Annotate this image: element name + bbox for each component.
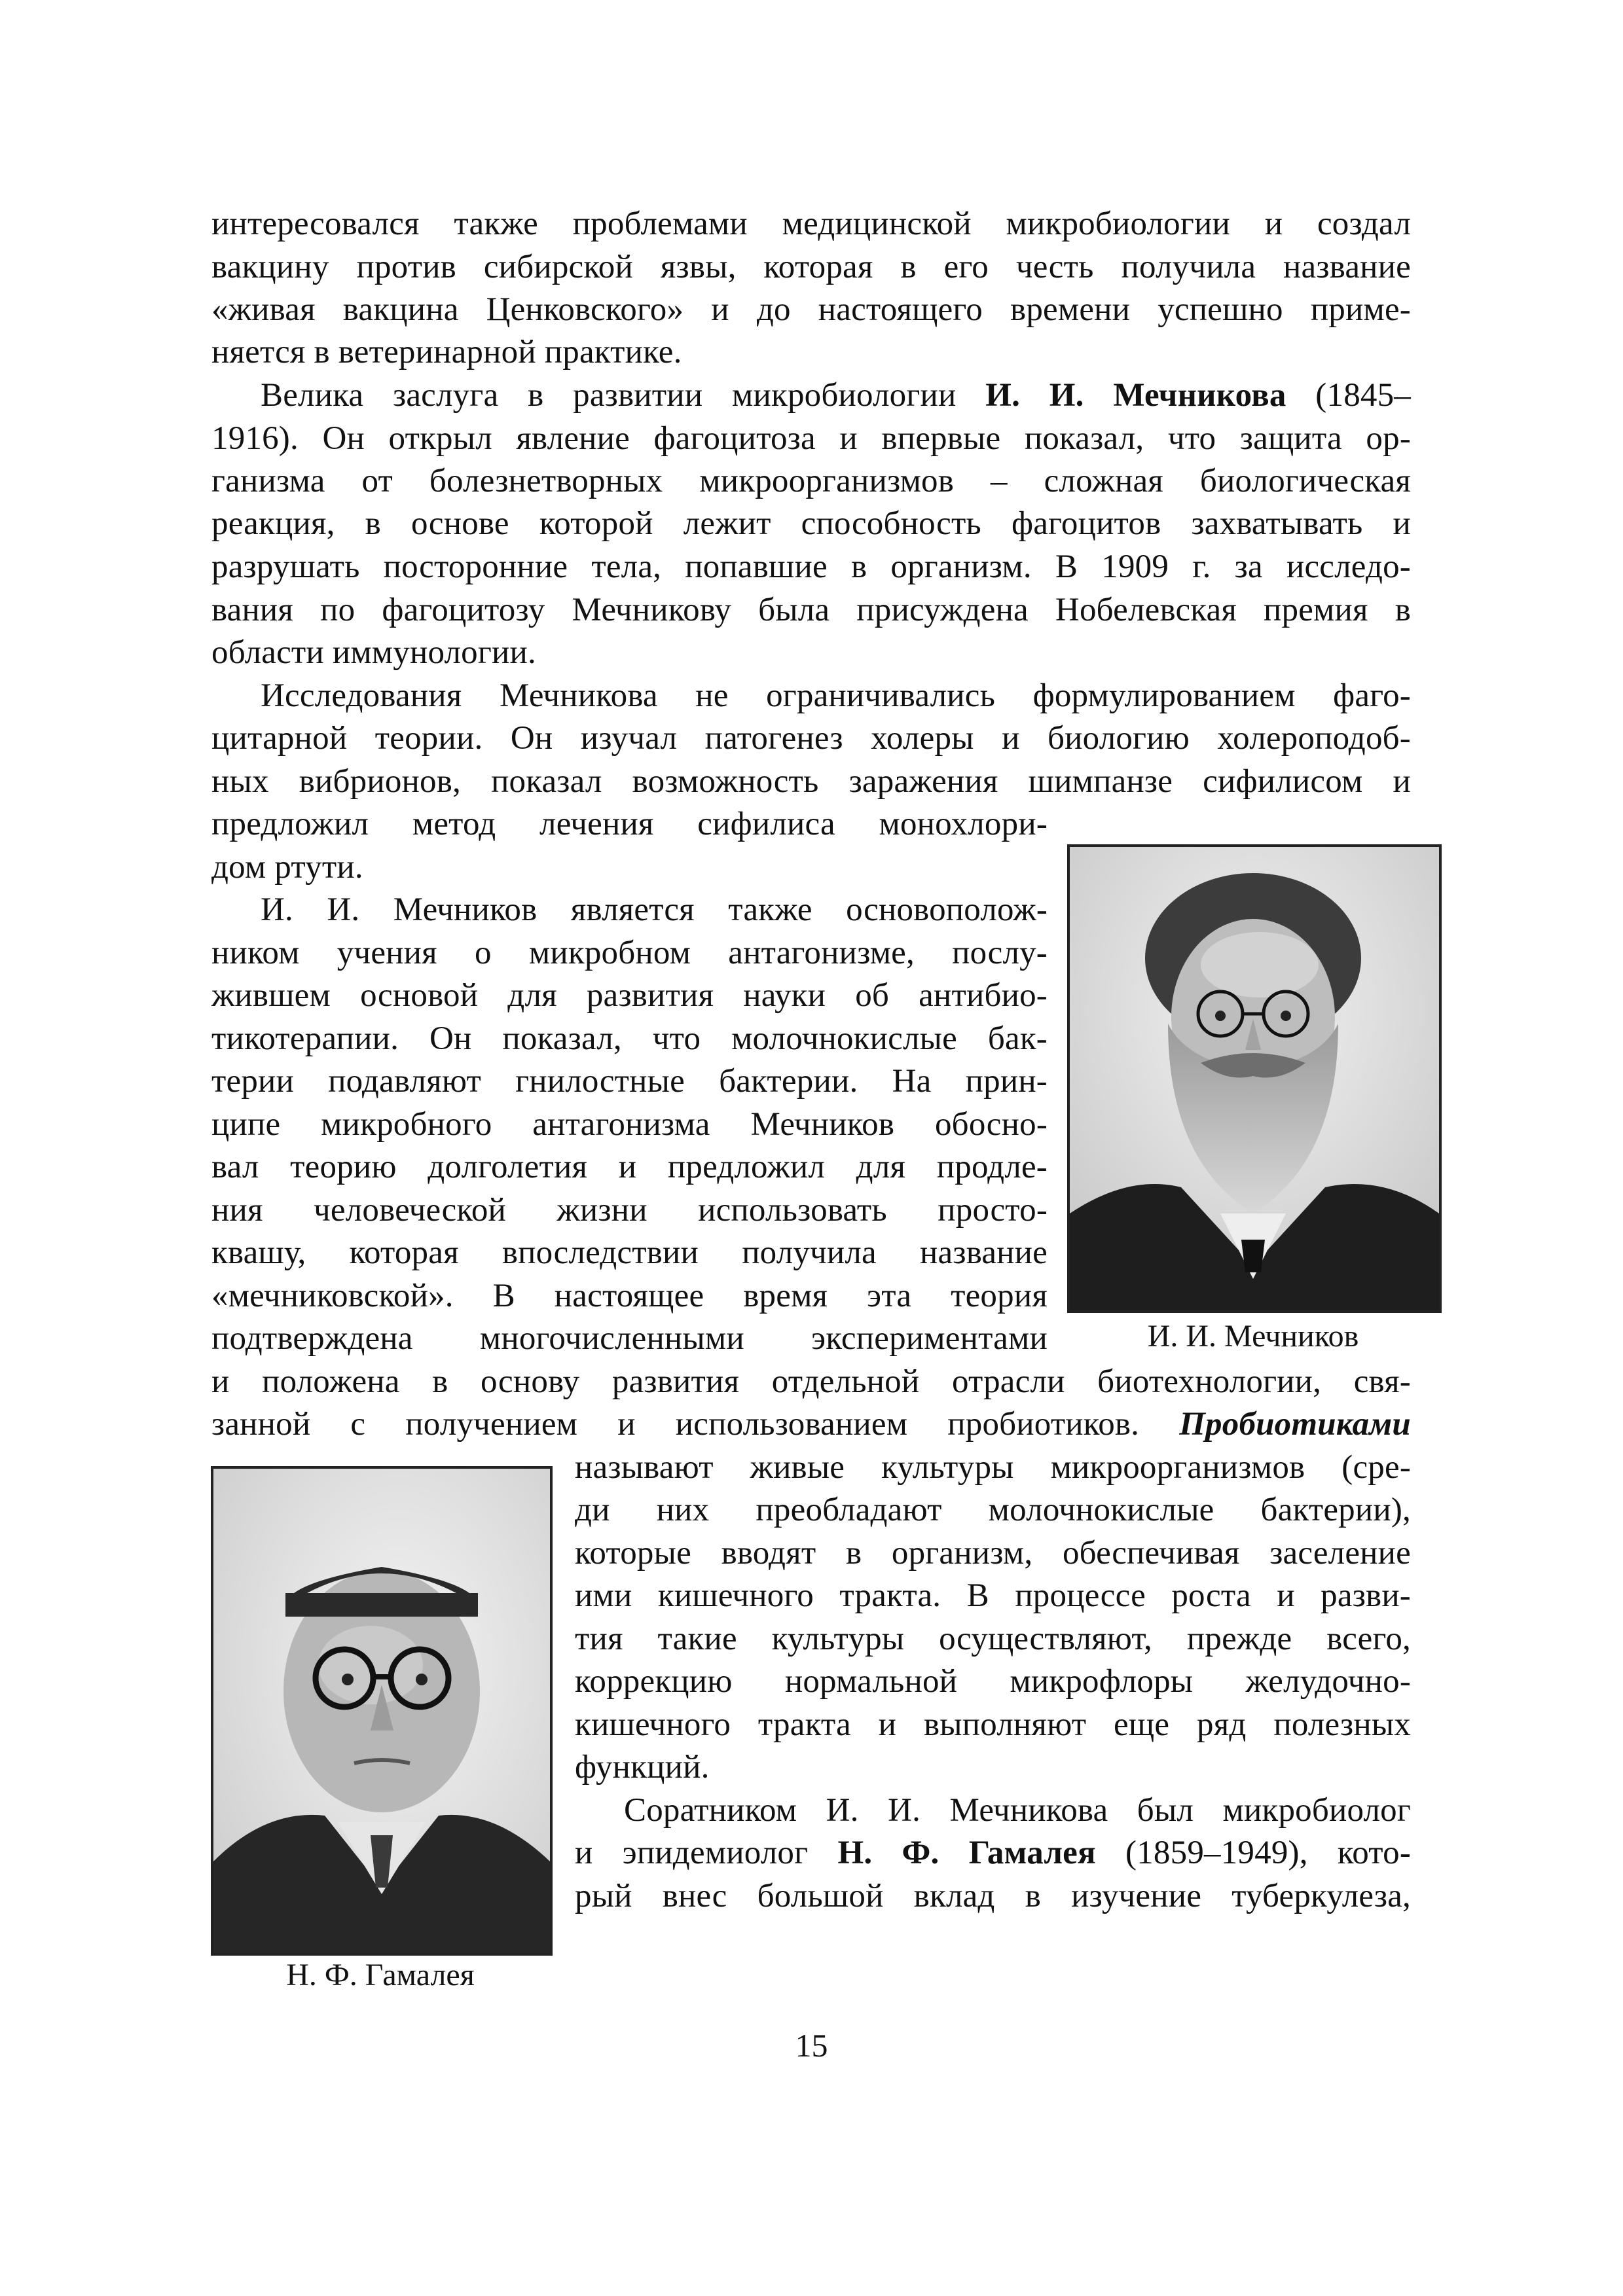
text-line: вал теорию долголетия и предложил для продле- [211,1149,1048,1185]
text-line: ганизма от болезнетворных микроорганизмов – сложная биологическая [211,463,1411,499]
text-line: цитарной теории. Он изучал патогенез холеры и биологию холероподоб- [211,720,1411,757]
page-number: 15 [795,2027,828,2064]
text-line [261,374,1411,416]
text-line: области иммунологии. [211,634,536,671]
text-run: (1845– [1286,377,1411,414]
text-run: Велика заслуга в развитии микробиологии [261,377,986,414]
text-line: функций. [575,1749,710,1785]
text-line: ния человеческой жизни использовать просто- [211,1192,1048,1229]
text-line: ником учения о микробном антагонизме, послу- [211,935,1048,971]
text-line: 1916). Он открыл явление фагоцитоза и впервые показал, что защита ор- [211,420,1411,457]
text-line: ципе микробного антагонизма Мечников обосно- [211,1106,1048,1143]
text-line: разрушать посторонние тела, попавшие в организм. В 1909 г. за исследо- [211,548,1411,585]
text-line: «мечниковской». В настоящее время эта теория [211,1278,1048,1314]
text-line: которые вводят в организм, обеспечивая заселение [575,1535,1411,1571]
text-line: тикотерапии. Он показал, что молочнокислые бак- [211,1020,1048,1057]
text-line: Соратником И. И. Мечникова был микробиолог [624,1792,1411,1829]
text-line: интересовался также проблемами медицинской микробиологии и создал [211,206,1411,242]
text-line [211,1403,1411,1445]
text-line: вания по фагоцитозу Мечникову была присуждена Нобелевская премия в [211,592,1411,628]
text-line: тия такие культуры осуществляют, прежде всего, [575,1621,1411,1657]
text-line: «живая вакцина Ценковского» и до настоящего времени успешно приме- [211,291,1411,328]
gamaleya-caption: Н. Ф. Гамалея [286,1958,475,1992]
text-line: подтверждена многочисленными экспериментами [211,1320,1048,1357]
term-emphasis: Пробиотиками [1179,1406,1411,1443]
text-line [575,1832,1411,1874]
text-line: дом ртути. [211,849,363,886]
person-name-bold: И. И. Мечникова [985,377,1286,414]
text-line: Исследования Мечникова не ограничивались формулированием фаго- [261,677,1411,714]
text-line: жившем основой для развития науки об антибио- [211,977,1048,1014]
text-line: ных вибрионов, показал возможность заражения шимпанзе сифилисом и [211,763,1411,800]
text-line: коррекцию нормальной микрофлоры желудочно- [575,1663,1411,1700]
text-line: рый внес большой вклад в изучение туберкулеза, [575,1878,1411,1914]
text-line: называют живые культуры микроорганизмов (сре- [575,1449,1411,1486]
gamaleya-portrait [211,1466,553,1956]
gamaleya-portrait-illustration [213,1469,550,1953]
text-line: реакция, в основе которой лежит способность фагоцитов захватывать и [211,505,1411,542]
mechnikov-portrait-illustration [1070,847,1439,1310]
text-line: И. И. Мечников является также основополож- [261,891,1048,928]
text-line: вакцину против сибирской язвы, которая в его честь получила название [211,249,1411,285]
text-line: предложил метод лечения сифилиса монохлори- [211,806,1048,842]
text-line: ди них преобладают молочнокислые бактерии), [575,1492,1411,1528]
text-run: и эпидемиолог [575,1835,838,1871]
person-name-bold: Н. Ф. Гамалея [837,1835,1096,1871]
text-run: (1859–1949), кото- [1095,1835,1412,1871]
text-line: кишечного тракта и выполняют еще ряд полезных [575,1706,1411,1743]
text-line: и положена в основу развития отдельной отрасли биотехнологии, свя- [211,1363,1411,1400]
text-line: квашу, которая впоследствии получила название [211,1234,1048,1271]
mechnikov-portrait [1067,844,1442,1313]
text-line: терии подавляют гнилостные бактерии. На прин- [211,1063,1048,1100]
text-line: ими кишечного тракта. В процессе роста и разви- [575,1577,1411,1614]
text-run: занной с получением и использованием пробиотиков. [211,1406,1180,1443]
mechnikov-caption: И. И. Мечников [1147,1319,1359,1354]
text-line: няется в ветеринарной практике. [211,334,682,370]
